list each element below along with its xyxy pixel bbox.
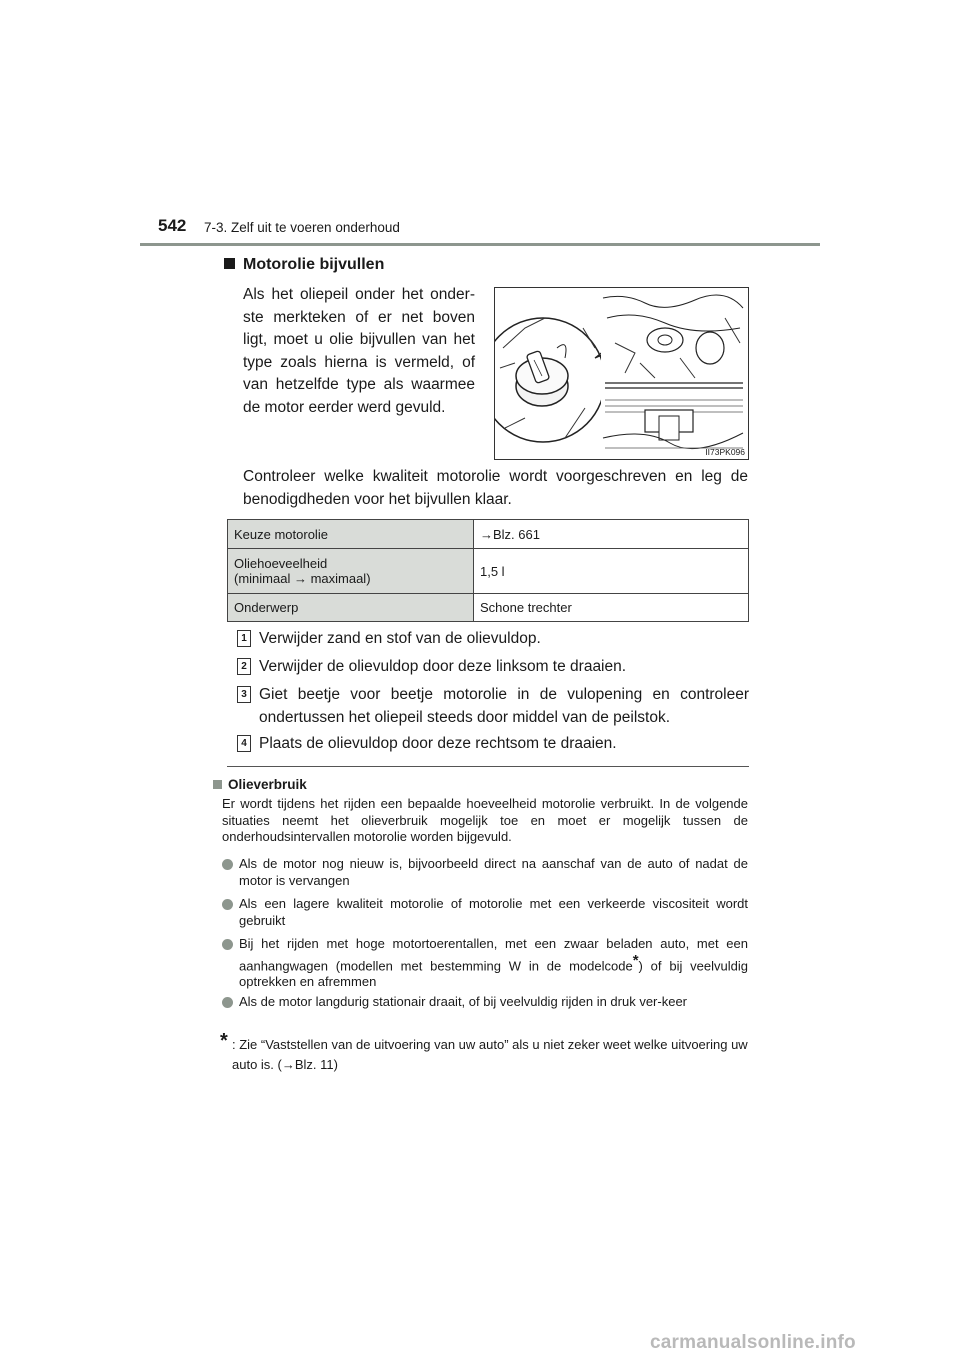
step-text: Verwijder zand en stof van de olievuldop. — [259, 630, 541, 647]
footnote-asterisk: * — [220, 1030, 228, 1052]
watermark: carmanualsonline.info — [650, 1332, 856, 1353]
step-text: Plaats de olievuldop door deze rechtsom te draaien. — [259, 735, 617, 752]
footnote-text: : Zie “Vaststellen van de uitvoering van uw auto” als u niet zeker weet welke uitvoering uw auto is. (→Blz. 11) — [232, 1037, 748, 1072]
heading-square-icon — [224, 258, 235, 269]
table-value: →Blz. 661 — [474, 520, 749, 549]
sub-heading — [224, 256, 384, 274]
step-text: Giet beetje voor beetje motorolie in de vulopening en controleer ondertussen het oliepeil steeds door middel van de peilstok. — [259, 686, 749, 726]
figure-code: II73PK096 — [705, 447, 745, 457]
bullet-text: Als een lagere kwaliteit motorolie of motorolie met een verkeerde viscositeit wordt gebruikt — [239, 896, 748, 928]
bullet-text: Als de motor langdurig stationair draait, of bij veelvuldig rijden in druk ver-keer — [239, 994, 687, 1009]
check-paragraph: Controleer welke kwaliteit motorolie wordt voorgeschreven en leg de benodigdheden voor het bijvullen klaar. — [243, 468, 748, 508]
table-label-line: Oliehoeveelheid — [234, 556, 328, 571]
bullet-text — [239, 936, 748, 991]
step-number-badge: 1 — [237, 630, 251, 647]
table-row — [228, 594, 749, 622]
bullet-dot-icon — [222, 859, 233, 870]
step-number-badge: 4 — [237, 735, 251, 752]
step-number-badge: 2 — [237, 658, 251, 675]
page-number: 542 — [158, 216, 187, 235]
header-rule — [140, 243, 820, 246]
bullet-text-part: ) of bij veelvuldig optrekken en afremmen — [239, 957, 748, 990]
engine-illustration — [495, 288, 748, 459]
table-value: Schone trechter — [474, 594, 749, 622]
table-value: 1,5 l — [474, 549, 749, 594]
table-row — [228, 549, 749, 594]
table-label — [228, 549, 474, 594]
note-title-text: Olieverbruik — [228, 777, 307, 792]
step-text: Verwijder de olievuldop door deze linksom te draaien. — [259, 658, 627, 675]
modelcode-asterisk: * — [632, 951, 639, 969]
bullet-text: Als de motor nog nieuw is, bijvoorbeeld direct na aanschaf van de auto of nadat de motor is vervangen — [239, 856, 748, 888]
bullet-text-part: Bij het rijden met hoge motortoerentallen, met een zwaar beladen auto, met een aanhangwagen (modellen met bestemming W in de modelcode — [239, 936, 748, 973]
table-row — [228, 520, 749, 549]
engine-oil-cap-figure — [494, 287, 749, 460]
bullet-dot-icon — [222, 899, 233, 910]
step-number-badge: 3 — [237, 686, 251, 703]
section-title: 7-3. Zelf uit te voeren onderhoud — [204, 220, 400, 235]
supplies-table — [227, 519, 749, 622]
note-square-icon — [213, 780, 222, 789]
table-label-line: (minimaal → maximaal) — [234, 571, 371, 586]
section-divider — [227, 766, 749, 767]
table-label: Onderwerp — [228, 594, 474, 622]
intro-paragraph: Als het oliepeil onder het onder-ste merkteken of er net boven ligt, moet u olie bijvullen van het type zoals hierna is vermeld, of van hetzelfde type als waarmee de motor eerder werd gevuld. — [243, 286, 475, 416]
sub-heading-text: Motorolie bijvullen — [243, 256, 385, 273]
note-title — [213, 777, 307, 792]
note-paragraph: Er wordt tijdens het rijden een bepaalde hoeveelheid motorolie verbruikt. In de volgende situaties neemt het olieverbruik mogelijk toe en moet er mogelijk tussen de onderhoudsintervallen motorolie worden bijgevuld. — [222, 796, 748, 844]
bullet-dot-icon — [222, 997, 233, 1008]
table-label: Keuze motorolie — [228, 520, 474, 549]
bullet-dot-icon — [222, 939, 233, 950]
